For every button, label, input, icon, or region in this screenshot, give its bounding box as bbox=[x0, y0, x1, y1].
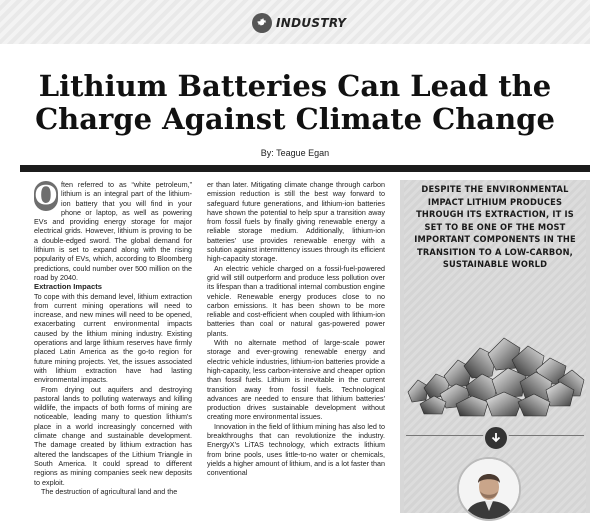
intro-text: ften referred to as “white petroleum,” lithium is an integral part of the lithium-ion battery that you will find in your phone or laptop, as well as powering EVs and providing energy storage for major electrical grids. However, lithium is proving to be a double-edged sword. The global demand for lithium is set to expand along with the rising popularity of EVs, which, according to Bloomberg predictions, could number over 500 million on the road by 2040. bbox=[34, 180, 192, 282]
subhead-extraction-impacts: Extraction Impacts bbox=[34, 282, 102, 292]
article-column-2 bbox=[207, 180, 385, 478]
section-tag bbox=[252, 12, 346, 34]
section-label: INDUSTRY bbox=[276, 16, 347, 30]
body-paragraph: To cope with this demand level, lithium extraction from current mining operations will need to increase, and new mines will need to be opened, exacerbating current environmental impacts caused by the lithium mining industry. Existing operations and large lithium reserves have firmly placed Latin America as the go-to region for future mining projects. Yet, the issues associated with lithium extraction have had lasting environmental impacts. bbox=[34, 291, 192, 385]
body-paragraph: An electric vehicle charged on a fossil-fuel-powered grid will still outperform and produce less pollution over its lifespan than a traditional internal combustion engine vehicle. Renewable energy produces close to no carbon emissions. It has been shown to be more reliable and cost-efficient when coupled with lithium-ion batteries than coal or natural gas-powered power plants. bbox=[207, 263, 385, 338]
sidebar bbox=[400, 180, 590, 513]
body-paragraph: The destruction of agricultural land and the bbox=[41, 486, 178, 496]
title-rule bbox=[20, 165, 590, 172]
byline: By: Teague Egan bbox=[260, 148, 330, 158]
author-photo bbox=[457, 457, 521, 521]
body-paragraph: With no alternate method of large-scale power storage and ever-growing renewable energy and electric vehicle industries, lithium-ion batteries provide a high-capacity, less carbon-intensive and cheaper option than fossil fuels. Lithium is inevitable in the current transition away from fossil fuels. Technological advances are needed to ensure that lithium batteries' production drives sustainable development without creating more environmental issues. bbox=[207, 338, 385, 422]
pull-quote: DESPITE THE ENVIRONMENTAL IMPACT LITHIUM PRODUCES THROUGH ITS EXTRACTION, IT IS SET TO BE ONE OF THE MOST IMPORTANT COMPONENTS IN THE TRANSITION TO A LOW-CARBON, SUSTAINABLE WORLD bbox=[414, 184, 576, 270]
article-title bbox=[0, 70, 590, 136]
lithium-rocks-image bbox=[400, 330, 590, 420]
body-paragraph: Innovation in the field of lithium mining has also led to breakthroughs that can revolutionize the industry. EnergyX's LiTAS technology, which extracts lithium from brine pools, uses little-to-no water or chemicals, yields a higher amount of lithium, and is a lot faster than conventional bbox=[207, 421, 385, 478]
article-column-1 bbox=[34, 180, 192, 496]
body-paragraph: er than later. Mitigating climate change through carbon emission reduction is still the best way forward to safeguard future generations, and lithium-ion batteries have shown the potential to help spur a transition away from fossil fuels by finally giving renewable energy a reliable storage medium. Additionally, lithium-ion batteries' use provides renewable energy with a solution against intermittency issues through its efficient high-capacity storage. bbox=[207, 180, 385, 264]
intro-paragraph bbox=[34, 180, 192, 282]
drop-cap: O bbox=[34, 181, 58, 211]
chevron-down-icon bbox=[483, 425, 509, 451]
body-paragraph: From drying out aquifers and destroying pastoral lands to polluting waterways and killing wildlife, the impacts of both forms of mining are noticeable, leading many to question lithium's place in a world increasingly concerned with climate change and sustainable development. The damage created by lithium extraction has altered the landscapes of the Lithium Triangle in South America. It could spread to different regions as mining companies seek new deposits to exploit. bbox=[34, 384, 192, 487]
title-line-1: Lithium Batteries Can Lead the bbox=[38, 69, 552, 103]
gear-icon bbox=[252, 13, 272, 33]
title-line-2: Charge Against Climate Change bbox=[35, 102, 555, 136]
header-banner bbox=[0, 0, 590, 44]
